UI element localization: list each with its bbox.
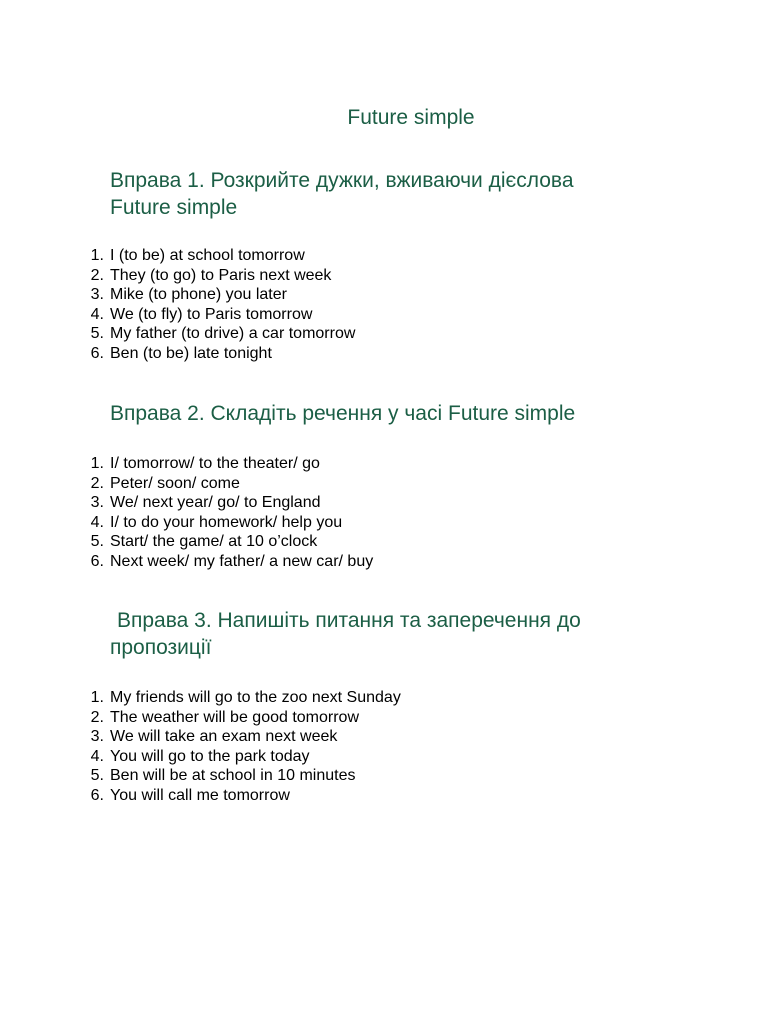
item-text: We/ next year/ go/ to England (110, 494, 321, 512)
exercise-1-heading-line-1: Вправа 1. Розкрийте дужки, вживаючи дієслова (110, 169, 574, 192)
exercise-2-heading (110, 400, 710, 427)
item-text: I (to be) at school tomorrow (110, 247, 305, 264)
item-number: 2. (90, 474, 104, 492)
item-number: 5. (90, 533, 104, 551)
exercise-1-heading-line-2: Future simple (110, 196, 238, 219)
item-text: Start/ the game/ at 10 o’clock (110, 533, 318, 551)
item-number: 4. (90, 513, 104, 531)
exercise-1-heading (110, 167, 710, 221)
item-number: 4. (90, 747, 104, 765)
item-text: The weather will be good tomorrow (110, 708, 360, 726)
item-number: 5. (90, 767, 104, 785)
item-number: 4. (90, 305, 104, 323)
item-number: 6. (90, 344, 104, 362)
item-number: 3. (90, 494, 104, 512)
item-text: Ben (to be) late tonight (110, 344, 272, 362)
item-number: 3. (90, 728, 104, 746)
item-number: 5. (90, 325, 104, 343)
item-text: My father (to drive) a car tomorrow (110, 325, 356, 343)
item-text: You will call me tomorrow (110, 786, 290, 804)
item-number: 2. (90, 266, 104, 284)
item-number: 6. (90, 786, 104, 804)
exercise-3-heading-line-1: Вправа 3. Напишіть питання та заперечення до (117, 609, 581, 632)
exercise-3-heading (110, 607, 710, 661)
item-text: My friends will go to the zoo next Sunday (110, 689, 401, 706)
item-text: Next week/ my father/ a new car/ buy (110, 552, 374, 570)
item-text: Peter/ soon/ come (110, 474, 240, 492)
item-text: I/ tomorrow/ to the theater/ go (110, 455, 320, 472)
page-title: Future simple (347, 106, 475, 129)
item-text: Mike (to phone) you later (110, 286, 287, 304)
item-number: 1. (90, 247, 104, 264)
item-text: You will go to the park today (110, 747, 310, 765)
exercise-3-heading-line-2: пропозиції (110, 636, 212, 659)
item-text: Ben will be at school in 10 minutes (110, 767, 356, 785)
item-text: I/ to do your homework/ help you (110, 513, 343, 531)
item-number: 6. (90, 552, 104, 570)
item-text: They (to go) to Paris next week (110, 266, 332, 284)
item-text: We will take an exam next week (110, 728, 338, 746)
exercise-2-heading-line-1: Вправа 2. Складіть речення у часі Future simple (110, 402, 576, 425)
item-number: 2. (90, 708, 104, 726)
item-number: 3. (90, 286, 104, 304)
item-text: We (to fly) to Paris tomorrow (110, 305, 313, 323)
item-number: 1. (90, 689, 104, 706)
item-number: 1. (90, 455, 104, 472)
